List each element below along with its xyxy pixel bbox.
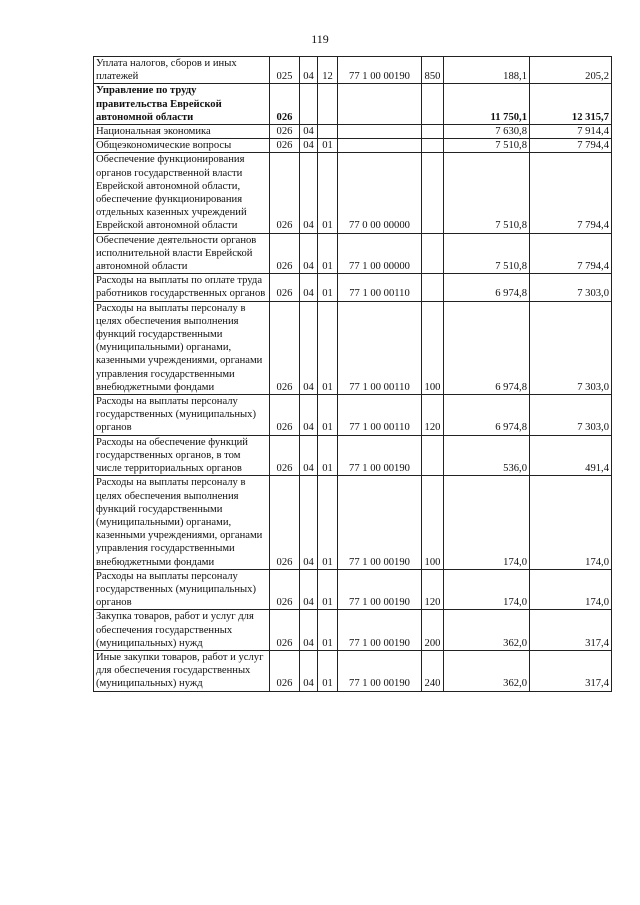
row-name-cell: Общеэкономические вопросы: [94, 139, 270, 153]
row-amount-year1-cell: 6 974,8: [444, 274, 530, 301]
table-row: [94, 650, 612, 691]
row-name-cell: Закупка товаров, работ и услуг для обеспечения государственных (муниципальных) нужд: [94, 610, 270, 651]
row-ministry-code-cell: 026: [270, 610, 300, 651]
row-expense-type-cell: [422, 139, 444, 153]
row-ministry-code-cell: 026: [270, 476, 300, 569]
row-amount-year1-cell: 7 630,8: [444, 125, 530, 139]
row-target-article-cell: [338, 125, 422, 139]
row-name-cell: Национальная экономика: [94, 125, 270, 139]
row-ministry-code-cell: 026: [270, 395, 300, 436]
row-amount-year2-cell: 491,4: [530, 435, 612, 476]
row-subsection-code-cell: 01: [318, 301, 338, 394]
budget-table: [93, 56, 612, 692]
row-subsection-code-cell: [318, 125, 338, 139]
row-amount-year2-cell: 205,2: [530, 57, 612, 84]
row-amount-year2-cell: 7 794,4: [530, 233, 612, 274]
row-name-cell: Расходы на выплаты персоналу государственных (муниципальных) органов: [94, 395, 270, 436]
row-section-code-cell: 04: [300, 476, 318, 569]
row-name-cell: Расходы на выплаты персоналу государственных (муниципальных) органов: [94, 569, 270, 610]
row-subsection-code-cell: 01: [318, 153, 338, 233]
table-row: [94, 153, 612, 233]
row-section-code-cell: 04: [300, 435, 318, 476]
row-name-cell: Уплата налогов, сборов и иных платежей: [94, 57, 270, 84]
table-row: [94, 139, 612, 153]
row-ministry-code-cell: 026: [270, 84, 300, 125]
row-amount-year2-cell: 174,0: [530, 569, 612, 610]
row-amount-year2-cell: 7 303,0: [530, 274, 612, 301]
row-expense-type-cell: [422, 153, 444, 233]
row-amount-year1-cell: 174,0: [444, 569, 530, 610]
row-expense-type-cell: [422, 435, 444, 476]
row-section-code-cell: [300, 84, 318, 125]
row-amount-year2-cell: 317,4: [530, 650, 612, 691]
row-target-article-cell: 77 1 00 00000: [338, 233, 422, 274]
row-name-cell: Обеспечение деятельности органов исполнительной власти Еврейской автономной области: [94, 233, 270, 274]
row-name-cell: Управление по труду правительства Еврейской автономной области: [94, 84, 270, 125]
row-expense-type-cell: 200: [422, 610, 444, 651]
row-subsection-code-cell: [318, 84, 338, 125]
row-amount-year1-cell: 362,0: [444, 650, 530, 691]
row-expense-type-cell: 850: [422, 57, 444, 84]
row-expense-type-cell: 100: [422, 301, 444, 394]
row-ministry-code-cell: 026: [270, 153, 300, 233]
row-amount-year1-cell: 7 510,8: [444, 139, 530, 153]
table-row: [94, 233, 612, 274]
row-expense-type-cell: 120: [422, 395, 444, 436]
table-row: [94, 84, 612, 125]
row-amount-year1-cell: 6 974,8: [444, 301, 530, 394]
row-subsection-code-cell: 01: [318, 435, 338, 476]
row-target-article-cell: 77 0 00 00000: [338, 153, 422, 233]
table-row: [94, 610, 612, 651]
row-expense-type-cell: [422, 274, 444, 301]
table-row: [94, 125, 612, 139]
row-subsection-code-cell: 12: [318, 57, 338, 84]
row-expense-type-cell: [422, 84, 444, 125]
row-section-code-cell: 04: [300, 569, 318, 610]
table-row: [94, 274, 612, 301]
row-ministry-code-cell: 026: [270, 274, 300, 301]
row-section-code-cell: 04: [300, 125, 318, 139]
row-ministry-code-cell: 026: [270, 435, 300, 476]
row-subsection-code-cell: 01: [318, 233, 338, 274]
row-expense-type-cell: [422, 233, 444, 274]
row-subsection-code-cell: 01: [318, 274, 338, 301]
row-ministry-code-cell: 026: [270, 650, 300, 691]
row-amount-year1-cell: 174,0: [444, 476, 530, 569]
row-target-article-cell: 77 1 00 00190: [338, 435, 422, 476]
row-amount-year2-cell: 317,4: [530, 610, 612, 651]
row-expense-type-cell: 100: [422, 476, 444, 569]
row-amount-year2-cell: 7 794,4: [530, 153, 612, 233]
row-ministry-code-cell: 025: [270, 57, 300, 84]
row-target-article-cell: 77 1 00 00190: [338, 57, 422, 84]
row-target-article-cell: 77 1 00 00110: [338, 301, 422, 394]
row-amount-year2-cell: 174,0: [530, 476, 612, 569]
row-subsection-code-cell: 01: [318, 569, 338, 610]
row-amount-year2-cell: 7 303,0: [530, 395, 612, 436]
row-subsection-code-cell: 01: [318, 476, 338, 569]
row-target-article-cell: 77 1 00 00190: [338, 610, 422, 651]
row-expense-type-cell: [422, 125, 444, 139]
table-row: [94, 395, 612, 436]
row-name-cell: Иные закупки товаров, работ и услуг для обеспечения государственных (муниципальных) нужд: [94, 650, 270, 691]
row-section-code-cell: 04: [300, 610, 318, 651]
row-ministry-code-cell: 026: [270, 139, 300, 153]
row-section-code-cell: 04: [300, 274, 318, 301]
table-row: [94, 476, 612, 569]
page-number: 119: [311, 32, 329, 46]
row-target-article-cell: 77 1 00 00190: [338, 476, 422, 569]
row-section-code-cell: 04: [300, 153, 318, 233]
table-row: [94, 301, 612, 394]
row-name-cell: Обеспечение функционирования органов государственной власти Еврейской автономной области, обеспечение функционирования отдельных казенных учреждений Еврейской автономной области: [94, 153, 270, 233]
row-name-cell: Расходы на обеспечение функций государственных органов, в том числе территориальных органов: [94, 435, 270, 476]
row-amount-year1-cell: 7 510,8: [444, 233, 530, 274]
row-expense-type-cell: 240: [422, 650, 444, 691]
row-amount-year2-cell: 7 794,4: [530, 139, 612, 153]
row-amount-year1-cell: 362,0: [444, 610, 530, 651]
row-ministry-code-cell: 026: [270, 301, 300, 394]
row-target-article-cell: [338, 84, 422, 125]
table-row: [94, 435, 612, 476]
row-section-code-cell: 04: [300, 57, 318, 84]
row-expense-type-cell: 120: [422, 569, 444, 610]
row-target-article-cell: 77 1 00 00190: [338, 569, 422, 610]
row-target-article-cell: 77 1 00 00110: [338, 274, 422, 301]
row-amount-year1-cell: 7 510,8: [444, 153, 530, 233]
row-section-code-cell: 04: [300, 650, 318, 691]
row-ministry-code-cell: 026: [270, 569, 300, 610]
row-amount-year1-cell: 6 974,8: [444, 395, 530, 436]
table-row: [94, 57, 612, 84]
row-section-code-cell: 04: [300, 139, 318, 153]
row-amount-year1-cell: 188,1: [444, 57, 530, 84]
row-target-article-cell: 77 1 00 00190: [338, 650, 422, 691]
row-name-cell: Расходы на выплаты персоналу в целях обеспечения выполнения функций государственными (муниципальными) органами, казенными учреждениями, органами управления государственными внебюджетными фондами: [94, 301, 270, 394]
row-ministry-code-cell: 026: [270, 233, 300, 274]
row-section-code-cell: 04: [300, 233, 318, 274]
row-target-article-cell: 77 1 00 00110: [338, 395, 422, 436]
table-row: [94, 569, 612, 610]
row-ministry-code-cell: 026: [270, 125, 300, 139]
row-amount-year2-cell: 12 315,7: [530, 84, 612, 125]
row-subsection-code-cell: 01: [318, 139, 338, 153]
row-subsection-code-cell: 01: [318, 650, 338, 691]
row-section-code-cell: 04: [300, 301, 318, 394]
row-subsection-code-cell: 01: [318, 395, 338, 436]
row-name-cell: Расходы на выплаты персоналу в целях обеспечения выполнения функций государственными (муниципальными) органами, казенными учреждениями, органами управления государственными внебюджетными фондами: [94, 476, 270, 569]
row-amount-year2-cell: 7 914,4: [530, 125, 612, 139]
row-target-article-cell: [338, 139, 422, 153]
row-amount-year1-cell: 11 750,1: [444, 84, 530, 125]
row-name-cell: Расходы на выплаты по оплате труда работников государственных органов: [94, 274, 270, 301]
row-amount-year1-cell: 536,0: [444, 435, 530, 476]
row-amount-year2-cell: 7 303,0: [530, 301, 612, 394]
row-section-code-cell: 04: [300, 395, 318, 436]
row-subsection-code-cell: 01: [318, 610, 338, 651]
